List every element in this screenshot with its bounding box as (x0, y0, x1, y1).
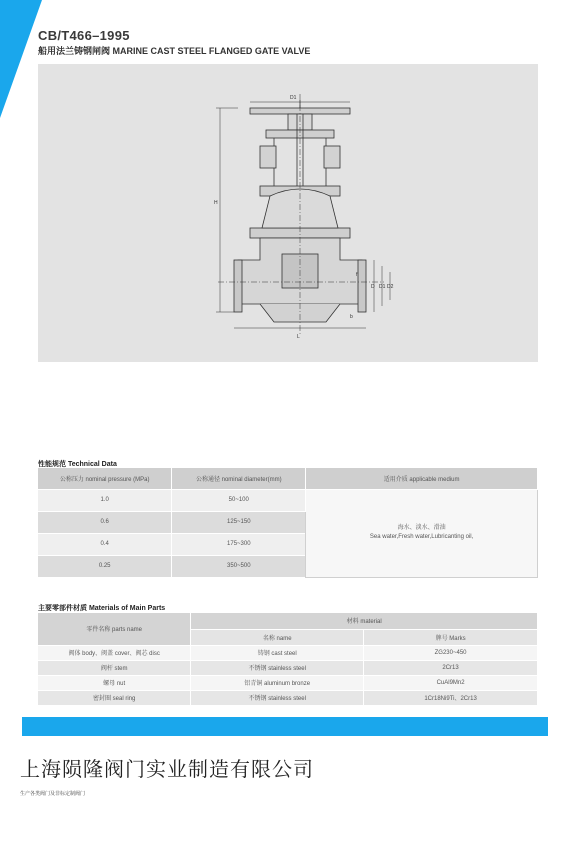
technical-data-table (38, 468, 538, 578)
mark-cell: 1Cr18Ni9Ti、2Cr13 (364, 690, 538, 705)
technical-data-title: 性能规范 Technical Data (38, 461, 117, 468)
table-row (38, 660, 538, 675)
part-cell: 阀杆 stem (38, 660, 191, 675)
dim-label-b: b (350, 314, 353, 320)
header-marks: 牌号 Marks (364, 629, 538, 645)
medium-en: Sea water,Fresh water,Lubricanting oil, (369, 534, 474, 540)
dim-label-d2: D2 (387, 284, 394, 290)
dim-label-d1-top: D1 (290, 95, 297, 101)
standard-title: CB/T466–1995 (38, 28, 130, 43)
part-cell: 密封圈 seal ring (38, 690, 191, 705)
diameter-cell: 50~100 (172, 489, 306, 511)
dim-label-d1: D1 (379, 284, 386, 290)
mark-cell: CuAl9Mn2 (364, 675, 538, 690)
medium-cell (306, 489, 538, 577)
name-cell: 不锈钢 stainless steel (191, 690, 364, 705)
diameter-cell: 125~150 (172, 511, 306, 533)
table-row (38, 675, 538, 690)
mark-cell: ZG230~450 (364, 645, 538, 660)
company-name: 上海陨隆阀门实业制造有限公司 (20, 757, 314, 781)
dim-label-d: D (371, 284, 375, 290)
table-row (38, 645, 538, 660)
name-cell: 铝青铜 aluminum bronze (191, 675, 364, 690)
materials-title: 主要零部件材质 Materials of Main Parts (38, 605, 166, 612)
table-row (38, 690, 538, 705)
dim-label-l: L (297, 334, 300, 340)
header-name: 名称 name (191, 629, 364, 645)
header-material: 材料 material (191, 613, 538, 629)
header-diameter: 公称通径 nominal diameter(mm) (172, 468, 306, 489)
medium-cn: 海水、淡水、滑油 (397, 525, 446, 531)
diameter-cell: 175~300 (172, 533, 306, 555)
header-parts-name: 零件名称 parts name (38, 613, 191, 645)
mark-cell: 2Cr13 (364, 660, 538, 675)
diameter-cell: 350~500 (172, 555, 306, 577)
gate-valve-diagram (38, 64, 538, 362)
materials-table (38, 613, 538, 706)
dim-label-h: H (214, 200, 218, 206)
pressure-cell: 0.25 (38, 555, 172, 577)
pressure-cell: 1.0 (38, 489, 172, 511)
dim-label-f: f (356, 272, 358, 278)
footer-note: 生产各类阀门及非标定制阀门 (20, 791, 86, 797)
table-header-row (38, 468, 538, 489)
product-subtitle: 船用法兰铸钢闸阀 MARINE CAST STEEL FLANGED GATE VALVE (38, 46, 311, 56)
header-medium: 适用介质 applicable medium (306, 468, 538, 489)
header-pressure: 公称压力 nominal pressure (MPa) (38, 468, 172, 489)
pressure-cell: 0.4 (38, 533, 172, 555)
name-cell: 铸钢 cast steel (191, 645, 364, 660)
valve-drawing (38, 64, 538, 362)
name-cell: 不锈钢 stainless steel (191, 660, 364, 675)
pressure-cell: 0.6 (38, 511, 172, 533)
table-row (38, 489, 538, 511)
accent-bar (22, 717, 548, 736)
part-cell: 螺母 nut (38, 675, 191, 690)
part-cell: 阀体 body、阀盖 cover、阀芯 disc (38, 645, 191, 660)
accent-corner (0, 0, 42, 118)
